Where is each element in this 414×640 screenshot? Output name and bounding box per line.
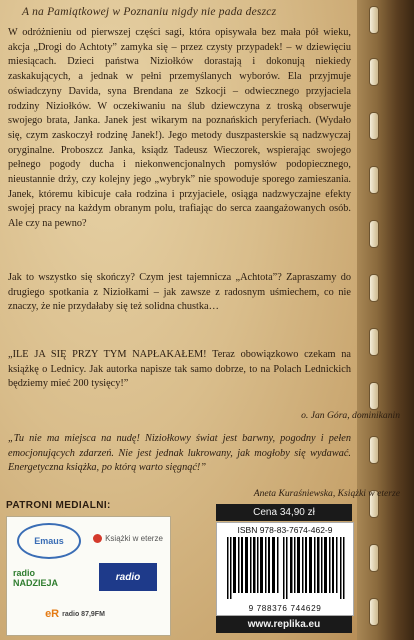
spine-stitch: [369, 220, 379, 248]
radio-nadzieja-logo: radio NADZIEJA: [13, 568, 59, 588]
radio-logo: radio: [99, 563, 157, 591]
spine-stitch: [369, 112, 379, 140]
isbn-text: ISBN 978-83-7674-462-9: [237, 525, 333, 535]
ksiazki-w-eterze-text: Książki w eterze: [105, 533, 163, 543]
tagline: A na Pamiątkowej w Poznaniu nigdy nie pada deszcz: [22, 6, 277, 18]
review-signature-2: Aneta Kuraśniewska, Książki w eterze: [253, 488, 400, 499]
spine-stitch: [369, 328, 379, 356]
radio-er-logo: [43, 599, 107, 629]
blurb-paragraph-2: Jak to wszystko się skończy? Czym jest tajemnicza „Achtota”? Zapraszamy do drugiego spotkania z Niziołkami – jak zawsze z radosnym uśmiechem, co nie znaczy, że nie przydałaby się też solidna chustka…: [8, 272, 351, 313]
emaus-logo: Emaus: [17, 523, 81, 559]
review-quote-2: „Tu nie ma miejsca na nudę! Niziołkowy świat jest barwny, pogodny i pełen emocjonujących zdarzeń. Nie jest jednak lukrowany, jak mogłoby się wydawać. Energetyczna książka, po którą warto sięgnąć!”: [8, 433, 351, 474]
website-label: www.replika.eu: [216, 616, 352, 633]
blurb-paragraph-1: W odróżnieniu od pierwszej części sagi, która opisywała bez mała pół wieku, akcja „Drogi do Achtoty” zamyka się – przez czysty przypadek! – w dziewięciu miesiącach. Dzieci państwa Niziołków dorastają i dokonują niekiedy zaskakujących, a jednak w pełni przemyślanych wyborów. Ela przyjmuje oświadczyny Davida, syna Brendana ze Szkocji – odwiecznego przyjaciela rodziny Niziołków. W oczekiwaniu na ślub dziewczyna z troską obserwuje swojego brata, Janka. Janek jest wikarym na poznańskich peryferiach. (Wydało się, czym zaskoczył rodzinę Janek!). Jego metody duszpasterskie są nadzwyczaj oryginalne. Proboszcz Janka, ksiądz Tadeusz Wieczorek, wspierając swojego pełnego pogody ducha i niekonwencjonalnych pomysłów podopiecznego, nieustannie drży, czy kolejny jego „wybryk” nie spowoduje sporego zamieszania. Janek, któremu kibicuje cała rodzina i przyjaciele, osiąga nadzwyczajne efekty swojej pracy na każdym obranym polu, trafiając do serca zaangażowanych osób. Ale czy na pewno?: [8, 27, 351, 230]
media-patrons-label: PATRONI MEDIALNI:: [6, 500, 111, 511]
spine-stitch: [369, 58, 379, 86]
barcode-bars-icon: [227, 537, 345, 599]
spine-stitch: [369, 166, 379, 194]
spine-stitch: [369, 274, 379, 302]
spine-stitch: [369, 544, 379, 572]
barcode-box: [216, 522, 354, 616]
review-signature-1: o. Jan Góra, dominikanin: [301, 410, 400, 421]
er-frequency: radio 87,9FM: [62, 610, 105, 618]
er-text: eR: [45, 608, 60, 620]
media-patrons-logos: [6, 516, 171, 636]
spine-stitch: [369, 598, 379, 626]
ksiazki-w-eterze-logo: [93, 527, 163, 549]
spine-stitch: [369, 436, 379, 464]
spine-stitch: [369, 382, 379, 410]
red-dot-icon: [93, 534, 102, 543]
review-quote-1: „ILE JA SIĘ PRZY TYM NAPŁAKAŁEM! Teraz obowiązkowo czekam na książkę o Lednicy. Jak autorka napisze tak samo dobrze, to na Polach Lednickich będziemy mieć 200 tysięcy!”: [8, 349, 351, 390]
barcode-number: 9 788376 744629: [248, 604, 322, 613]
book-spine: [357, 0, 414, 640]
price-label: Cena 34,90 zł: [216, 504, 352, 521]
